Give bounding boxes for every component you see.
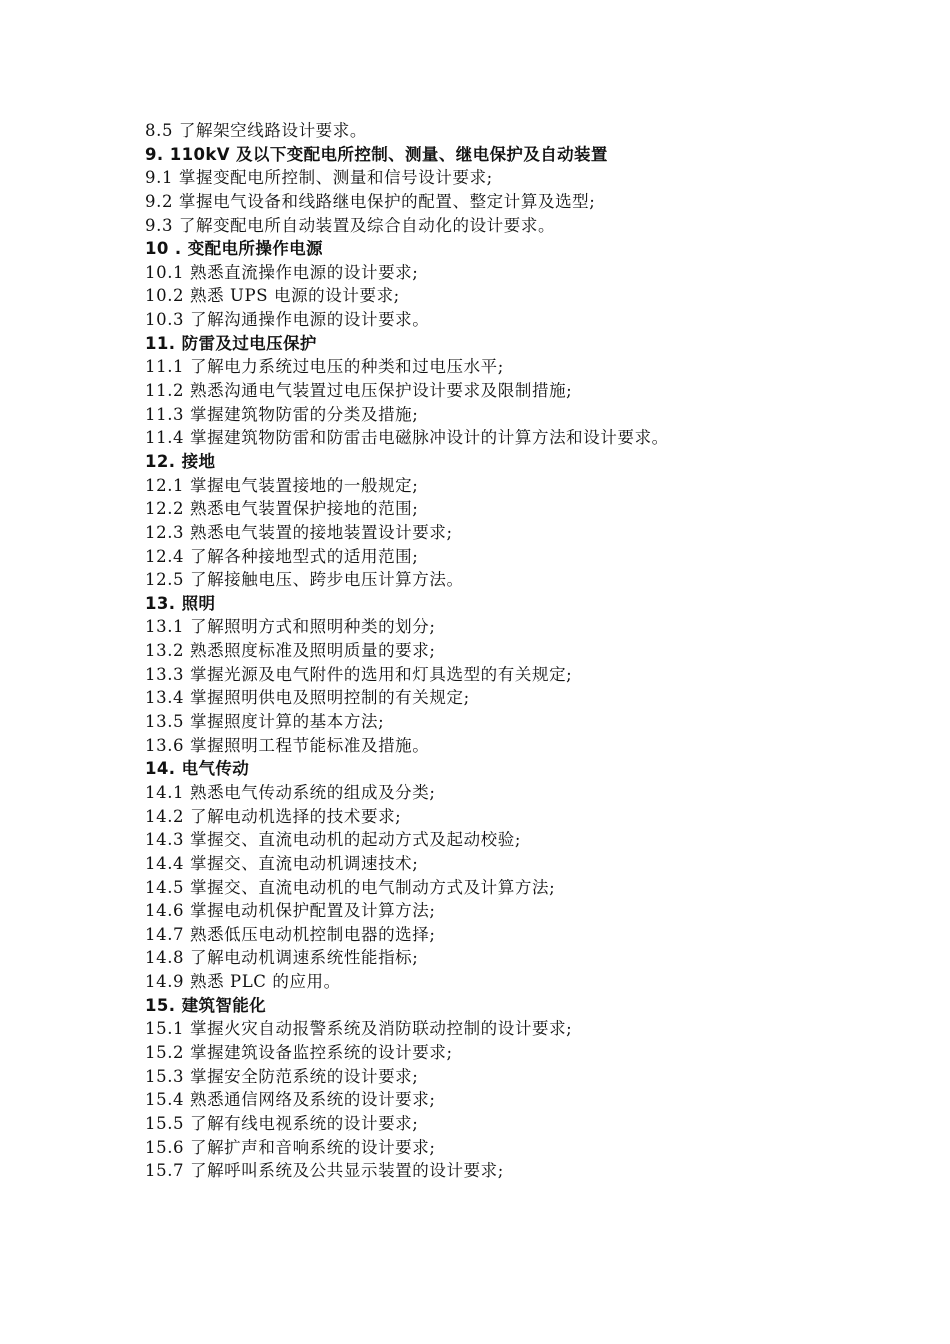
list-item: 12.1 掌握电气装置接地的一般规定; [145, 475, 419, 495]
list-item: 9.3 了解变配电所自动装置及综合自动化的设计要求。 [145, 215, 556, 235]
list-item: 15.5 了解有线电视系统的设计要求; [145, 1113, 419, 1133]
list-item: 14.8 了解电动机调速系统性能指标; [145, 948, 419, 968]
list-item: 15.6 了解扩声和音响系统的设计要求; [145, 1137, 436, 1157]
list-item: 12.3 熟悉电气装置的接地装置设计要求; [145, 522, 453, 542]
document-page [145, 119, 905, 1183]
list-item: 13.3 掌握光源及电气附件的选用和灯具选型的有关规定; [145, 664, 573, 684]
list-item: 12.2 熟悉电气装置保护接地的范围; [145, 499, 419, 519]
list-item: 15.7 了解呼叫系统及公共显示装置的设计要求; [145, 1161, 504, 1181]
list-item: 14.1 熟悉电气传动系统的组成及分类; [145, 782, 436, 802]
list-item: 9.1 掌握变配电所控制、测量和信号设计要求; [145, 168, 493, 188]
list-item: 14.5 掌握交、直流电动机的电气制动方式及计算方法; [145, 877, 556, 897]
list-item: 12.4 了解各种接地型式的适用范围; [145, 546, 419, 566]
section-heading: 13. 照明 [145, 593, 216, 613]
list-item: 13.2 熟悉照度标准及照明质量的要求; [145, 641, 436, 661]
section-heading: 11. 防雷及过电压保护 [145, 333, 317, 353]
list-item: 15.4 熟悉通信网络及系统的设计要求; [145, 1090, 436, 1110]
list-item: 11.3 掌握建筑物防雷的分类及措施; [145, 404, 419, 424]
list-item: 14.6 掌握电动机保护配置及计算方法; [145, 901, 436, 921]
section-heading: 12. 接地 [145, 451, 216, 471]
list-item: 10.1 熟悉直流操作电源的设计要求; [145, 262, 419, 282]
list-item: 10.3 了解沟通操作电源的设计要求。 [145, 310, 430, 330]
list-item: 11.4 掌握建筑物防雷和防雷击电磁脉冲设计的计算方法和设计要求。 [145, 428, 669, 448]
list-item: 13.1 了解照明方式和照明种类的划分; [145, 617, 436, 637]
list-item: 8.5 了解架空线路设计要求。 [145, 121, 367, 140]
list-item: 11.1 了解电力系统过电压的种类和过电压水平; [145, 357, 504, 377]
list-item: 15.3 掌握安全防范系统的设计要求; [145, 1066, 419, 1086]
list-item: 14.3 掌握交、直流电动机的起动方式及起动校验; [145, 830, 522, 850]
list-item: 11.2 熟悉沟通电气装置过电压保护设计要求及限制措施; [145, 381, 573, 401]
list-item: 9.2 掌握电气设备和线路继电保护的配置、整定计算及选型; [145, 191, 596, 211]
section-heading: 15. 建筑智能化 [145, 995, 267, 1015]
list-item: 14.7 熟悉低压电动机控制电器的选择; [145, 924, 436, 944]
list-item: 12.5 了解接触电压、跨步电压计算方法。 [145, 570, 464, 590]
list-item: 14.4 掌握交、直流电动机调速技术; [145, 853, 419, 873]
section-heading: 9. 110kV 及以下变配电所控制、测量、继电保护及自动装置 [145, 144, 608, 164]
section-heading: 10 . 变配电所操作电源 [145, 239, 323, 259]
list-item: 14.9 熟悉 PLC 的应用。 [145, 972, 341, 992]
list-item: 15.2 掌握建筑设备监控系统的设计要求; [145, 1042, 453, 1062]
section-heading: 14. 电气传动 [145, 759, 250, 779]
list-item: 13.4 掌握照明供电及照明控制的有关规定; [145, 688, 470, 708]
list-item: 15.1 掌握火灾自动报警系统及消防联动控制的设计要求; [145, 1019, 573, 1039]
list-item: 13.6 掌握照明工程节能标准及措施。 [145, 735, 430, 755]
list-item: 13.5 掌握照度计算的基本方法; [145, 712, 385, 732]
list-item: 14.2 了解电动机选择的技术要求; [145, 806, 402, 826]
list-item: 10.2 熟悉 UPS 电源的设计要求; [145, 286, 400, 306]
